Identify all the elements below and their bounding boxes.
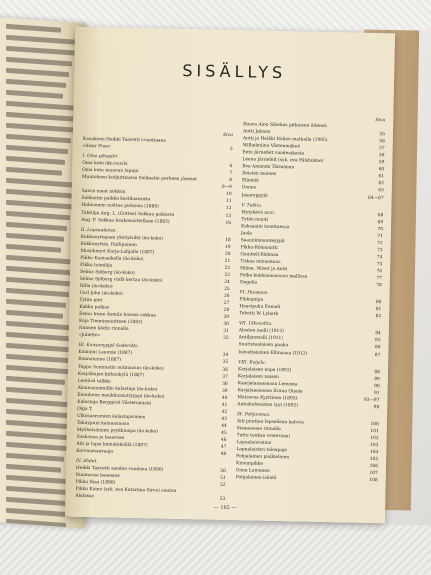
toc-entry-title: Lapualaisvaimo	[236, 440, 272, 446]
toc-entry-page: 23	[224, 272, 231, 278]
toc-entry-title: »Juliette»	[78, 333, 101, 339]
toc-entry-page: 56	[379, 139, 385, 145]
toc-entry-title: Jasaryppyjä	[241, 192, 268, 199]
toc-entry-page: 32	[223, 336, 229, 342]
toc-entry-page: 48	[220, 451, 227, 458]
toc-entry-page: 85	[375, 338, 381, 344]
toc-entry-title: Autiokohtaisten tyyi (1892)	[237, 402, 299, 409]
left-page-text-line	[6, 79, 66, 88]
toc-entry-title: Tiskaa mimaataaa	[240, 259, 281, 265]
toc-entry-title: Leena Järnefelt (syk. eva Pålsholme)	[242, 157, 324, 165]
left-page-text-line	[6, 343, 74, 353]
toc-entry-title: Eemu Irene Äomiin kanssa sukkaa	[79, 312, 156, 319]
left-page-text-line	[6, 508, 69, 517]
toc-entry-title: II. Lapsuutensa.	[80, 227, 117, 234]
toc-entry-page: 108	[369, 478, 378, 484]
toc-entry-title: Selma Sjöberg viidä kertaa (äo-koko)	[79, 276, 163, 284]
toc-entry-title: Kirsunpikka	[235, 461, 263, 467]
left-page-text-line	[6, 431, 70, 440]
toc-entry-title: Ongelia	[239, 280, 258, 286]
toc-entry-page: 10	[226, 192, 232, 198]
toc-entry-page: 93—97	[363, 397, 380, 403]
left-page-text-line	[6, 244, 61, 253]
left-page-text-line	[6, 156, 65, 165]
toc-entry-page: 74	[376, 254, 383, 261]
toc-entry-page: 24	[224, 279, 230, 285]
toc-entry-page: 29	[223, 315, 230, 321]
left-page-text-line	[6, 365, 68, 374]
left-page-text-line	[6, 35, 78, 45]
toc-entry-page: 78	[376, 283, 382, 289]
toc-entry-page: 80	[375, 300, 382, 306]
toc-entry-page: 53	[219, 497, 226, 503]
toc-entry-title: Naimen kädin rinnalla	[78, 326, 129, 333]
toc-entry-page: 72	[377, 240, 383, 246]
toc-entry-title: Selma Sjöberg (äo-koko)	[79, 269, 135, 276]
left-page-text-line	[6, 134, 71, 144]
left-page-text-line	[6, 189, 76, 199]
toc-entry-page	[222, 461, 226, 468]
toc-entry-title: Kauskomi Heikki Taavetti i-vuotiaana	[82, 136, 166, 144]
toc-entry-title: Karjalkajan kirkonkylä (1887)	[77, 371, 145, 378]
toc-entry-title: Wilhelmiina Västenmäkeä	[242, 143, 301, 150]
toc-entry-page: 36	[222, 367, 229, 373]
toc-entry-page: 43	[221, 416, 228, 422]
toc-entry-page	[224, 345, 228, 352]
toc-entry-title: Kaarjalaaaaaaaaa Lemosta	[237, 380, 298, 388]
toc-entry-page: 58	[378, 153, 385, 159]
toc-entry-page: 20	[224, 251, 231, 257]
left-page-text-line	[6, 409, 76, 419]
toc-entry-title: I. Oma pihapiiri.	[82, 154, 119, 160]
toc-entry-page: 5	[229, 147, 233, 153]
toc-entry-page: 82	[375, 314, 382, 320]
toc-entry-title: Tytön piiri	[79, 297, 103, 304]
toc-entry-title: Oma kotu muuvun lapuja	[82, 168, 139, 175]
toc-entry-title: Tohotti W. Lyberk	[239, 311, 279, 318]
toc-entry-title: Donna	[241, 185, 257, 191]
toc-entry-page: 28	[223, 308, 230, 314]
toc-entry-page	[379, 205, 383, 212]
toc-entry-page: 19	[224, 244, 231, 250]
left-page-text-line	[6, 288, 69, 297]
toc-entry-title: Pikku Ihaa (1890)	[75, 480, 116, 486]
toc-entry-page: 81	[375, 307, 382, 313]
left-page-text-line	[6, 277, 72, 287]
toc-entry-page: 101	[370, 428, 379, 435]
toc-entry-page: 44	[221, 423, 227, 429]
left-page-text-line	[6, 233, 64, 242]
toc-entry-page: 107	[369, 471, 378, 477]
toc-entry-title: Pohjalainen isäntä	[235, 475, 277, 482]
toc-entry-title: Pohjalainen pisikielinen	[236, 454, 290, 461]
toc-entry-page: 46	[220, 437, 227, 443]
left-page-text-line	[6, 101, 80, 111]
toc-entry-page: 90	[374, 383, 380, 389]
column-header: Sivu	[375, 118, 386, 124]
toc-entry-title: III. Kansanyypjä Soderalta.	[78, 343, 140, 350]
toc-entry-title: Pikku Kunisaikalla (äo-koko)	[80, 255, 144, 262]
toc-entry-title: Vaahaaaa ja taaaraaa	[76, 434, 125, 441]
toc-entry-page: 69	[377, 219, 384, 225]
toc-entry-title: Karjalaaaaaaaa Ilvana Otsola	[237, 387, 303, 395]
toc-entry-title: Saivai maat nokkuu	[81, 189, 126, 196]
toc-entry-title: Musiikinyri Karja-Lohjalla (1887)	[80, 248, 155, 256]
toc-entry-title: Siaaaaaaaa rinnalla	[236, 426, 281, 433]
toc-entry-page: 55	[379, 132, 386, 138]
toc-entry-title: IX. Pohjanmaa.	[237, 412, 271, 418]
toc-entry-title: Mytykävä mcci	[241, 209, 275, 216]
toc-entry-page: 61	[378, 174, 385, 180]
toc-entry-title: Pikku-Röömantti	[240, 245, 278, 251]
toc-entry-page: 38	[222, 381, 228, 387]
toc-entry-page: 59	[378, 160, 385, 166]
toc-entry-title: Iloisten mainen	[242, 171, 277, 178]
toc-entry-page: 68	[377, 212, 384, 218]
toc-entry-title: Ulkosaarumien kalastajavaimo	[76, 413, 146, 421]
left-page-text-line	[6, 211, 70, 220]
toc-entry-page: 73	[376, 247, 383, 254]
toc-entry-page	[227, 230, 231, 237]
toc-entry-title: Aloumaanmullin kalastaja (äo-koko)	[77, 385, 158, 393]
toc-entry-page	[377, 323, 381, 330]
left-page-text-line	[6, 497, 72, 507]
toc-entry-page: 104	[369, 450, 379, 456]
toc-entry-page: 105	[369, 457, 379, 463]
left-page-text-line	[6, 442, 67, 451]
right-page	[65, 27, 395, 524]
toc-entry-title: Saaunimioonteyypli	[240, 238, 285, 244]
toc-entry-page	[378, 292, 382, 299]
toc-entry-page: 11	[225, 199, 232, 205]
toc-entry-title: Kokkonyttajaan yksityisiltä (äo-koko)	[80, 234, 163, 242]
left-page-text-line	[6, 68, 69, 77]
toc-left-column	[75, 129, 233, 503]
toc-entry-page: 25	[224, 286, 230, 292]
toc-entry-page: 45	[221, 430, 227, 436]
toc-entry-page: 63	[378, 188, 384, 194]
toc-entry-title: Suuristaalaisen puuka	[238, 342, 289, 349]
toc-entry-page: 76	[376, 269, 383, 275]
column-header: Sivu	[223, 132, 233, 139]
toc-entry-title: Antti Jahaan	[242, 129, 271, 135]
toc-entry-title: Pikku taimilija	[80, 262, 113, 269]
toc-entry-page	[375, 414, 379, 421]
toc-entry-title: Äiti ja lapsi heinätekoillä (1887)	[76, 441, 148, 449]
left-page-text-line	[6, 178, 79, 188]
left-page-text-line	[6, 24, 61, 33]
toc-entry-page: 41	[221, 402, 228, 408]
toc-entry-title: Heikki Taavetti suoden vuodana (1890)	[75, 465, 164, 473]
toc-entry-title: Oma koto ikk-ruuvla	[82, 161, 128, 168]
toc-entry-title: Alastan malli (1912)	[238, 328, 284, 335]
toc-entry-page: 71	[377, 233, 383, 239]
toc-entry-title: Carl John (äo-koko)	[79, 290, 123, 297]
toc-entry-title: VII. Ulkovaltia.	[238, 321, 273, 328]
toc-entry-page: 13	[225, 213, 232, 219]
toc-entry-title: Lentävä talkko	[77, 378, 111, 385]
toc-entry-title: Holmiamin noittaa pistonsa (1880)	[81, 203, 159, 210]
toc-entry-page: 103	[370, 443, 379, 449]
toc-entry-page: 21	[224, 258, 231, 264]
toc-entry-title: Tytön muoti	[241, 216, 269, 223]
toc-entry-page: 6	[229, 164, 233, 170]
toc-entry-page: 52	[219, 483, 226, 489]
toc-entry-title: Pikkupiipu	[239, 297, 264, 303]
toc-entry-page: 34	[222, 353, 229, 359]
left-page-text-line	[6, 145, 68, 154]
toc-entry-page	[228, 156, 232, 163]
toc-right-column	[236, 114, 386, 484]
toc-entry-title: Rva Amanda Törmänen	[242, 164, 295, 171]
left-page-text-line	[6, 123, 74, 133]
left-page-text-line	[6, 464, 61, 473]
toc-entry-title: »Sisar Piua»	[82, 143, 111, 150]
toc-entry-title: Takaypuni kainaanaaaa	[76, 420, 130, 427]
toc-entry-title: Eeto Järnefelt vuodeaikasta	[242, 150, 305, 157]
toc-entry-page: 16	[225, 220, 232, 226]
toc-entry-title: Karjalaisen naisen	[237, 373, 279, 380]
toc-entry-title: Gambell-Röömaa	[240, 252, 279, 258]
toc-entry-page: 7	[229, 171, 233, 177]
toc-entry-page: 88	[374, 369, 381, 375]
toc-entry-title: Nilla (äo-koko)	[79, 283, 113, 290]
toc-entry-page	[221, 489, 225, 496]
toc-entry-title: Ahdassa	[75, 494, 94, 500]
left-page-text-line	[6, 200, 73, 210]
toc-entry-page: 12	[225, 206, 232, 212]
blanket-background-bottom	[0, 525, 431, 575]
toc-entry-title: Karjalaisen napa (1892)	[237, 366, 292, 373]
toc-entry-page: 22	[224, 265, 231, 271]
toc-entry-title: Ruumassa laaaaaaa	[75, 473, 120, 479]
toc-entry-page: 40	[221, 395, 228, 401]
toc-entry-title: Lapualaisten taloupaja	[236, 447, 288, 454]
toc-entry-title: Gona Lumonen	[235, 468, 270, 475]
toc-entry-title: Antti ja Heikki Italian matkalla (1905)	[242, 136, 328, 144]
left-page-text-line	[6, 57, 72, 67]
toc-entry-page: 64—67	[368, 195, 384, 201]
toc-entry-page: 18	[225, 237, 231, 243]
toc-entry-title: Korvaamaavaaja	[76, 448, 114, 455]
toc-entry-title: Antiljonmalli (1911)	[238, 335, 284, 342]
toc-entry-title: Kaimiini Lauonie (1887)	[78, 350, 133, 357]
toc-entry-title: Olga T.	[77, 406, 93, 412]
left-page-text-line	[6, 46, 75, 56]
toc-entry-page: 98	[373, 404, 380, 410]
toc-entry-title: Pikku Kaino (syk. eva Katariina Sirvo) suutaa	[75, 487, 177, 495]
toc-entry-page: 84	[375, 331, 381, 337]
toc-entry-page: 102	[370, 435, 379, 442]
toc-entry-title: Eenuhenn maukkuasuttyyppi (äo-koko)	[77, 392, 165, 400]
toc-entry-title: VIII. Kaijala.	[238, 359, 267, 366]
toc-entry-page	[229, 139, 233, 146]
left-page-text-line	[6, 299, 66, 308]
toc-entry-title: Kukka pulkas	[79, 304, 110, 311]
toc-entry-title: Koja Timmiusuutteen (1882)	[78, 319, 143, 326]
toc-entry-title: Rannannine (1887)	[78, 357, 122, 364]
left-page-text-line	[6, 332, 77, 342]
toc-entry-page: 86	[374, 345, 381, 351]
toc-entry-title: Elämää	[241, 178, 259, 184]
toc-entry-title: Kalastaja Bergqvist Västeromistä	[77, 399, 152, 407]
toc-entry-page	[381, 124, 385, 131]
page-number: — 165 —	[213, 504, 237, 512]
toc-entry-page: 42	[221, 409, 228, 415]
toc-entry-page: 51	[220, 476, 226, 482]
page-title: SISÄLLYS	[182, 60, 287, 83]
toc-entry-title: Myöhäisäiinen pyykkioopa (äo-koko)	[76, 427, 158, 435]
toc-entry-page: 89	[374, 376, 380, 382]
toc-entry-page: 100	[370, 421, 379, 428]
toc-entry-page: 37	[222, 374, 228, 380]
toc-entry-page: 60	[378, 167, 385, 173]
toc-entry-title: V. Tutkia.	[241, 202, 263, 209]
left-page-text-line	[6, 376, 65, 385]
toc-entry-page: 57	[379, 146, 385, 152]
left-page-text-line	[6, 354, 71, 364]
toc-entry-title: VI. Huopaus.	[239, 290, 269, 296]
toc-entry-title: Polka kukkaaaaaaaaa mallissa	[239, 273, 308, 280]
toc-entry-page: 87	[374, 352, 381, 358]
left-page-text-line	[6, 310, 63, 319]
toc-entry-title: Äiti puuttaa lapsellaan kalvvis	[236, 419, 305, 426]
left-page-text-line	[6, 255, 78, 265]
toc-entry-title: Soldaatin paikka kastilaaisesta	[81, 196, 151, 203]
left-page-text-line	[6, 453, 64, 462]
toc-entry-title: Hilma, Nöser ja Antti	[240, 266, 288, 273]
toc-entry-page: 8—9	[221, 185, 232, 191]
toc-entry-page: 31	[223, 329, 229, 335]
toc-entry-page: 47	[220, 444, 227, 450]
toc-entry-title: IV. Ahdut.	[76, 458, 98, 465]
toc-entry-title: Tuttu tuokaa vesteraani	[236, 433, 290, 440]
toc-entry-page: 106	[369, 464, 379, 470]
toc-entry-title: Aug. F. Sokkaa kaukosuottellaan (1883)	[81, 217, 170, 225]
toc-entry-title: Muutoksen kotijuttuussa Soldaatin perheen jäsenet	[81, 175, 197, 183]
toc-entry-page: 50	[220, 468, 226, 475]
left-page-text-line	[6, 90, 63, 99]
toc-entry-title: Matravaa Kyyttinen (1893)	[237, 394, 298, 402]
toc-entry-title: Haavipuku Eemeli	[239, 304, 281, 311]
toc-entry-page: 8	[229, 178, 233, 184]
toc-entry-page: 77	[376, 276, 383, 282]
toc-entry-page: 70	[377, 226, 384, 232]
toc-entry-page: 91	[373, 390, 380, 396]
toc-entry-page: 39	[221, 388, 228, 394]
toc-entry-page: 26	[223, 293, 230, 300]
left-page-text-line	[6, 420, 73, 430]
toc-entry-page: 62	[378, 181, 384, 187]
toc-entry-page: 35	[222, 360, 229, 366]
toc-entry-title: Kokkonyttäs. Hallipuinen	[80, 241, 137, 248]
toc-entry-page: 75	[376, 262, 383, 268]
toc-entry-page: 30	[223, 322, 230, 328]
toc-entry-title: Teppu Summatin nutmuasus (äo-koko)	[77, 364, 164, 372]
left-page-text-line	[6, 112, 77, 122]
toc-entry-title: Kaksaaiin tasottaessa	[240, 223, 290, 230]
toc-entry-title: Jaala	[240, 230, 252, 237]
left-page-text-line	[6, 387, 62, 396]
left-page-text-line	[6, 222, 67, 231]
toc-entry-title: Isävaltaisinen Ellinaaaa (1912)	[238, 349, 308, 357]
toc-entry-page: 27	[223, 300, 230, 307]
left-page-text-line	[6, 266, 75, 276]
left-page-text-line	[6, 167, 62, 176]
toc-entry-title: Tahtilija Aug. L. (Gottne) Sokkaa paikasta	[81, 210, 175, 218]
toc-entry-title: Rouva Aino Sibelius pitkoisen äitensä	[243, 122, 327, 130]
